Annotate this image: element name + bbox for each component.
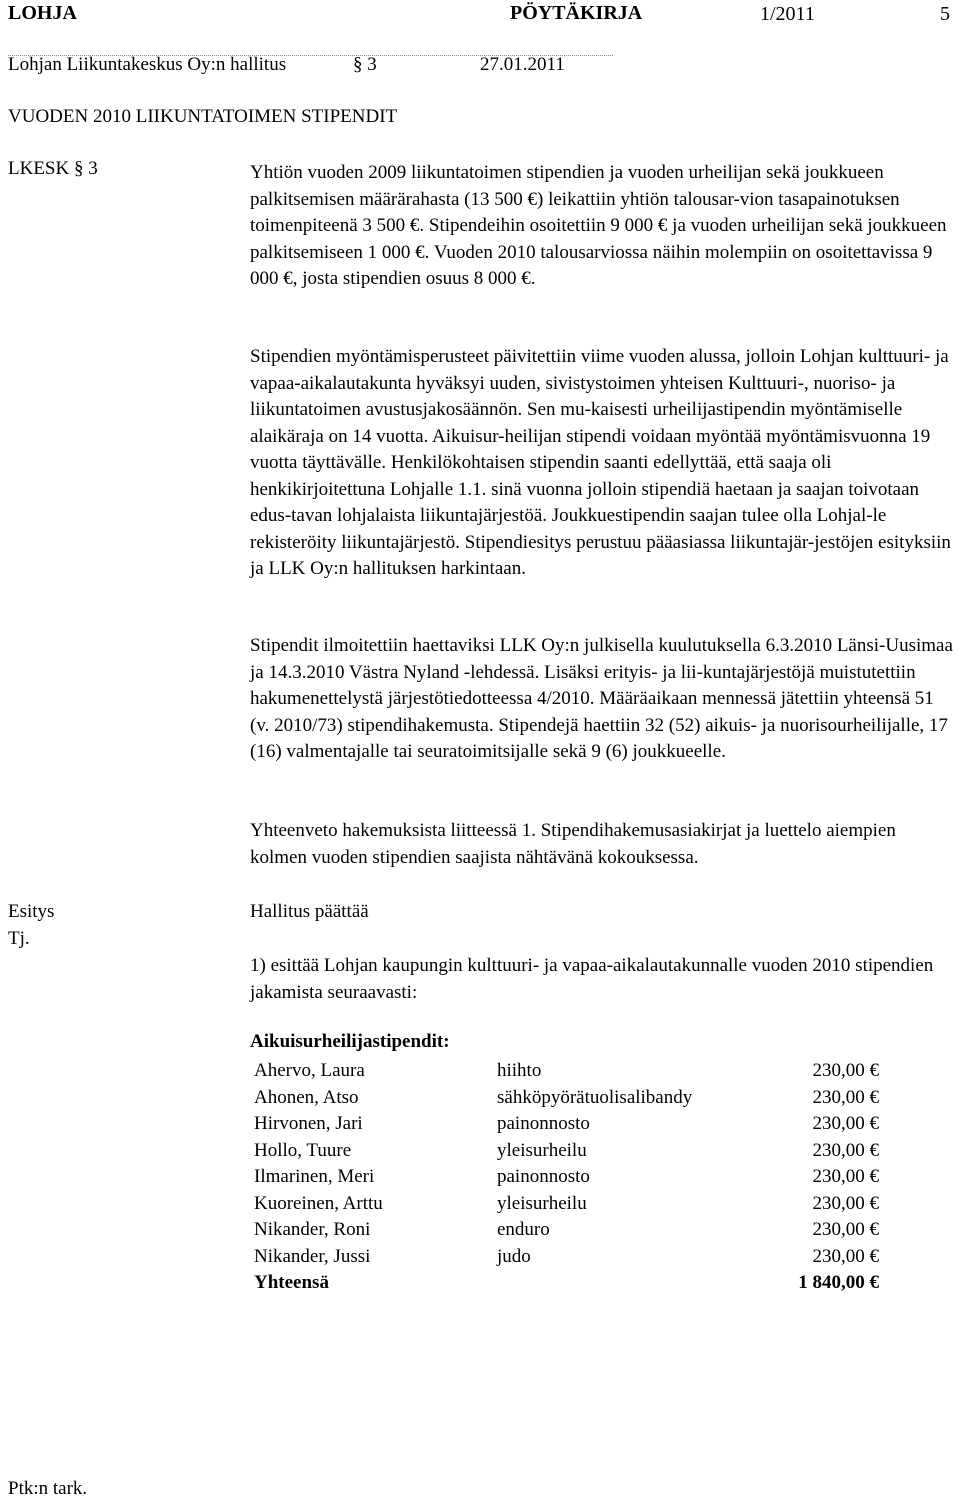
- stipend-amount: 230,00 €: [812, 1060, 879, 1081]
- paragraph-summary: Yhteenveto hakemuksista liitteessä 1. Stipendihakemusasiakirjat ja luettelo aiempien kolmen vuoden stipendien saajista nähtävänä kokouksessa.: [250, 820, 896, 868]
- table-row: [254, 1058, 879, 1085]
- paragraph-budget: Yhtiön vuoden 2009 liikuntatoimen stipendien ja vuoden urheilijan sekä joukkueen palkitsemisen määrärahasta (13 500 €) leikattiin yhtiön talousar-vion tasapainotuksen toimenpiteenä 3 500 €. Stipendeihin osoitettiin 9 000 € ja vuoden urheilijan sekä joukkueen palkitsemiseen 1 000 €. Vuoden 2010 talousarviossa näihin molempiin on osoitettavissa 9 000 €, josta stipendien osuus 8 000 €.: [250, 162, 947, 289]
- total-amount: 1 840,00 €: [798, 1272, 879, 1293]
- recipient-name: Nikander, Jussi: [254, 1245, 371, 1267]
- recipient-name: Ahervo, Laura: [254, 1060, 365, 1081]
- meeting-date: 27.01.2011: [480, 54, 565, 75]
- recipient-sport: painonnosto: [497, 1166, 590, 1187]
- case-reference: LKESK § 3: [8, 158, 98, 179]
- table-total-row: [254, 1270, 879, 1297]
- stipend-table: [254, 1058, 879, 1297]
- recipient-name: Hollo, Tuure: [254, 1139, 352, 1161]
- document-number: 1/2011: [760, 3, 815, 25]
- recipient-sport: sähköpyörätuolisalibandy: [497, 1086, 693, 1108]
- recipient-name: Kuoreinen, Arttu: [254, 1192, 383, 1214]
- table-row: [254, 1111, 879, 1138]
- decision-intro: Hallitus päättää: [250, 901, 369, 922]
- proposal-label: Esitys: [8, 901, 55, 922]
- stipend-amount: 230,00 €: [812, 1166, 879, 1187]
- table-heading: Aikuisurheilijastipendit:: [250, 1031, 450, 1052]
- recipient-name: Hirvonen, Jari: [254, 1113, 363, 1134]
- board-name: Lohjan Liikuntakeskus Oy:n hallitus: [8, 54, 287, 75]
- recipient-sport: enduro: [497, 1219, 550, 1240]
- decision-item-1: 1) esittää Lohjan kaupungin kulttuuri- ja vapaa-aikalautakunnalle vuoden 2010 stipendien jakamista seuraavasti:: [250, 955, 934, 1003]
- paragraph-criteria: Stipendien myöntämisperusteet päivitettiin viime vuoden alussa, jolloin Lohjan kulttuuri- ja vapaa-aikalautakunta hyväksyi uuden, sivistystoimen yhteisen Kulttuuri-, nuoriso- ja liikuntatoimen avustusjakosäännön. Sen mu-kaisesti urheilijastipendin myöntämiselle alaikäraja on 14 vuotta. Aikuisur-heilijan stipendi voidaan myöntää myöntämisvuonna 19 vuotta täyttävälle. Henkilökohtaisen stipendin saanti edellyttää, että saaja oli henkikirjoitettuna Lohjalle 1.1. sinä vuonna jolloin stipendiä haetaan ja saajan toivotaan edus-tavan lohjalaista liikuntajärjestöä. Joukkuestipendin saajan tulee olla Lohjal-le rekisteröity liikuntajärjestö. Stipendiesitys perustuu pääasiassa liikuntajär-jestöjen esityksiin ja LLK Oy:n hallituksen harkintaan.: [250, 346, 951, 579]
- stipend-amount: 230,00 €: [812, 1086, 879, 1108]
- stipend-amount: 230,00 €: [812, 1139, 879, 1161]
- table-row: [254, 1244, 879, 1271]
- section-number: § 3: [353, 54, 377, 75]
- table-row: [254, 1138, 879, 1165]
- proposer: Tj.: [8, 928, 30, 949]
- page-number: 5: [940, 3, 950, 25]
- recipient-name: Ahonen, Atso: [254, 1086, 359, 1108]
- recipient-sport: yleisurheilu: [497, 1139, 587, 1161]
- stipend-amount: 230,00 €: [812, 1192, 879, 1214]
- paragraph-applications: Stipendit ilmoitettiin haettaviksi LLK Oy:n julkisella kuulutuksella 6.3.2010 Länsi-Uusimaa ja 14.3.2010 Västra Nyland -lehdessä. Lisäksi erityis- ja lii-kuntajärjestöjä muistutettiin hakumenettelystä järjestötiedotteessa 4/2010. Määräaikaan mennessä jätettiin yhteensä 51 (v. 2010/73) stipendihakemusta. Stipendejä haettiin 32 (52) aikuis- ja nuorisourheilijalle, 17 (16) valmentajalle tai seuratoimitsijalle sekä 9 (6) joukkueelle.: [250, 635, 953, 762]
- recipient-sport: yleisurheilu: [497, 1192, 587, 1214]
- recipient-name: Ilmarinen, Meri: [254, 1166, 375, 1187]
- recipient-sport: hiihto: [497, 1060, 542, 1081]
- municipality-name: LOHJA: [8, 2, 77, 24]
- table-row: [254, 1217, 879, 1244]
- table-row: [254, 1085, 879, 1112]
- recipient-name: Nikander, Roni: [254, 1219, 371, 1240]
- recipient-sport: painonnosto: [497, 1113, 590, 1134]
- recipient-sport: judo: [497, 1245, 531, 1267]
- minutes-checker-label: Ptk:n tark.: [8, 1478, 88, 1499]
- page-title: VUODEN 2010 LIIKUNTATOIMEN STIPENDIT: [8, 106, 398, 127]
- stipend-amount: 230,00 €: [812, 1245, 879, 1267]
- table-row: [254, 1164, 879, 1191]
- header-divider: [8, 55, 613, 56]
- stipend-amount: 230,00 €: [812, 1219, 879, 1240]
- document-type: PÖYTÄKIRJA: [510, 2, 643, 24]
- total-label: Yhteensä: [254, 1272, 329, 1293]
- table-row: [254, 1191, 879, 1218]
- stipend-amount: 230,00 €: [812, 1113, 879, 1134]
